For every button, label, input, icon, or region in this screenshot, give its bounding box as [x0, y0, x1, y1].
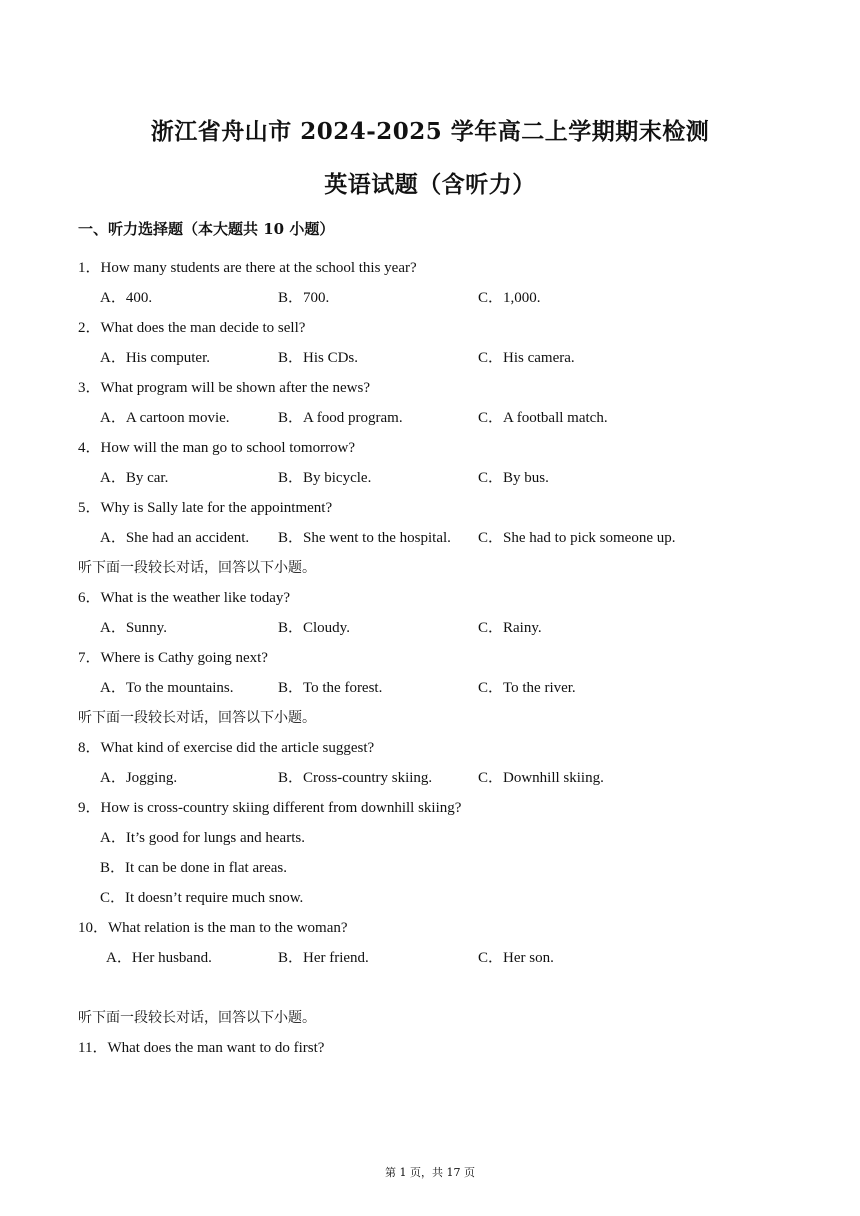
question-10-stem: 10．What relation is the man to the woman? — [78, 920, 348, 936]
question-4-option-c: C．By bus. — [478, 470, 549, 486]
question-2-option-c: C．His camera. — [478, 350, 575, 366]
question-10-option-c: C．Her son. — [478, 950, 554, 966]
question-8-stem: 8．What kind of exercise did the article suggest? — [78, 740, 375, 756]
question-8-option-a: A．Jogging. — [100, 770, 178, 786]
question-3-option-a: A．A cartoon movie. — [100, 410, 230, 426]
page-subtitle: 英语试题（含听力） — [324, 171, 536, 198]
page-footer: 第 1 页，共 17 页 — [385, 1166, 475, 1179]
question-11-stem: 11．What does the man want to do first? — [78, 1040, 325, 1056]
question-1-option-a: A．400. — [100, 290, 153, 306]
question-6-option-a: A．Sunny. — [100, 620, 167, 636]
question-9-option-b: B．It can be done in flat areas. — [100, 860, 288, 876]
listening-instruction: 听下面一段较长对话，回答以下小题。 — [78, 1010, 316, 1026]
question-6-stem: 6．What is the weather like today? — [78, 590, 291, 606]
question-8-option-c: C．Downhill skiing. — [478, 770, 604, 786]
question-1-option-c: C．1,000. — [478, 290, 541, 306]
listening-instruction: 听下面一段较长对话，回答以下小题。 — [78, 710, 316, 726]
question-10-option-a: A．Her husband. — [106, 950, 212, 966]
listening-instruction: 听下面一段较长对话，回答以下小题。 — [78, 560, 316, 576]
question-4-option-a: A．By car. — [100, 470, 169, 486]
question-7-option-a: A．To the mountains. — [100, 680, 234, 696]
question-10-option-b: B．Her friend. — [278, 950, 369, 966]
question-5-stem: 5．Why is Sally late for the appointment? — [78, 500, 333, 516]
question-5-option-c: C．She had to pick someone up. — [478, 530, 676, 546]
question-9-option-a: A．It’s good for lungs and hearts. — [100, 830, 305, 846]
section-heading: 一、听力选择题（本大题共 10 小题） — [78, 220, 335, 238]
question-2-stem: 2．What does the man decide to sell? — [78, 320, 306, 336]
question-1-option-b: B．700. — [278, 290, 330, 306]
question-9-option-c: C．It doesn’t require much snow. — [100, 890, 304, 906]
question-4-option-b: B．By bicycle. — [278, 470, 372, 486]
question-2-option-a: A．His computer. — [100, 350, 210, 366]
page-title: 浙江省舟山市 2024-2025 学年高二上学期期末检测 — [150, 118, 710, 145]
question-8-option-b: B．Cross-country skiing. — [278, 770, 433, 786]
question-5-option-b: B．She went to the hospital. — [278, 530, 451, 546]
question-3-option-c: C．A football match. — [478, 410, 608, 426]
question-3-stem: 3．What program will be shown after the news? — [78, 380, 370, 396]
question-1-stem: 1．How many students are there at the school this year? — [78, 260, 417, 276]
question-6-option-c: C．Rainy. — [478, 620, 542, 636]
question-7-option-c: C．To the river. — [478, 680, 576, 696]
question-7-stem: 7．Where is Cathy going next? — [78, 650, 268, 666]
question-9-stem: 9．How is cross-country skiing different from downhill skiing? — [78, 800, 462, 816]
question-7-option-b: B．To the forest. — [278, 680, 383, 696]
question-4-stem: 4．How will the man go to school tomorrow? — [78, 440, 356, 456]
question-2-option-b: B．His CDs. — [278, 350, 359, 366]
question-6-option-b: B．Cloudy. — [278, 620, 350, 636]
question-5-option-a: A．She had an accident. — [100, 530, 250, 546]
question-3-option-b: B．A food program. — [278, 410, 403, 426]
